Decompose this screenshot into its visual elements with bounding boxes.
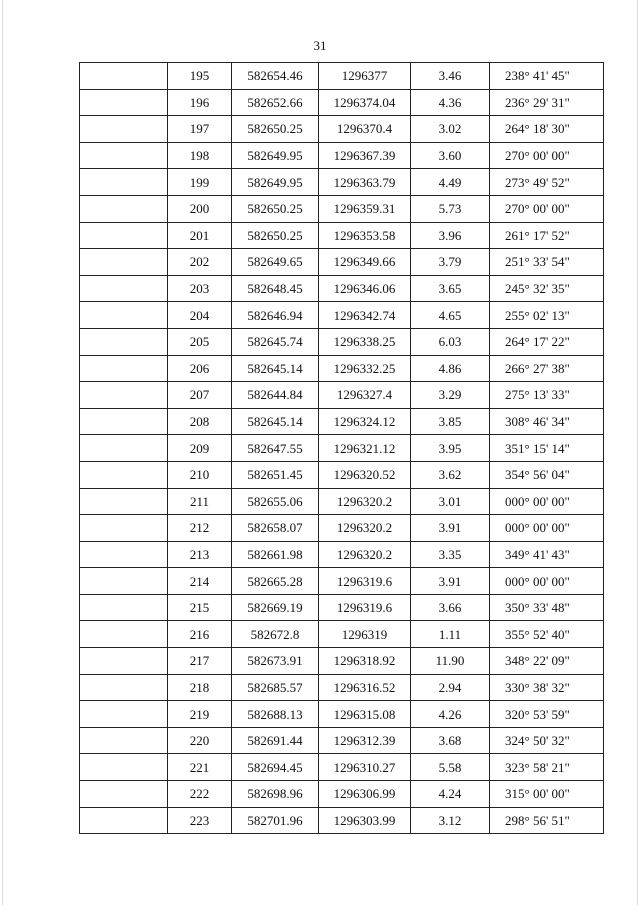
y-coordinate-cell: 1296377 [319,63,411,90]
x-coordinate-cell: 582665.28 [232,568,319,595]
point-number-cell: 207 [168,382,232,409]
y-coordinate-cell: 1296342.74 [319,302,411,329]
row-label-cell [80,648,168,675]
distance-cell: 3.60 [411,142,490,169]
y-coordinate-cell: 1296319 [319,621,411,648]
bearing-cell: 275° 13' 33" [490,382,604,409]
point-number-cell: 210 [168,461,232,488]
row-label-cell [80,781,168,808]
bearing-cell: 324° 50' 32" [490,727,604,754]
y-coordinate-cell: 1296320.2 [319,541,411,568]
table-row [80,541,604,568]
table-row [80,754,604,781]
distance-cell: 3.62 [411,461,490,488]
row-label-cell [80,408,168,435]
y-coordinate-cell: 1296310.27 [319,754,411,781]
point-number-cell: 219 [168,701,232,728]
y-coordinate-cell: 1296319.6 [319,568,411,595]
y-coordinate-cell: 1296320.2 [319,515,411,542]
bearing-cell: 000° 00' 00" [490,488,604,515]
row-label-cell [80,63,168,90]
row-label-cell [80,355,168,382]
bearing-cell: 330° 38' 32" [490,674,604,701]
x-coordinate-cell: 582698.96 [232,781,319,808]
x-coordinate-cell: 582654.46 [232,63,319,90]
y-coordinate-cell: 1296367.39 [319,142,411,169]
bearing-cell: 255° 02' 13" [490,302,604,329]
page-number: 31 [313,38,327,53]
bearing-cell: 351° 15' 14" [490,435,604,462]
table-row [80,142,604,169]
y-coordinate-cell: 1296349.66 [319,249,411,276]
table-row [80,89,604,116]
table-row [80,275,604,302]
row-label-cell [80,275,168,302]
table-row [80,169,604,196]
distance-cell: 1.11 [411,621,490,648]
x-coordinate-cell: 582650.25 [232,116,319,143]
y-coordinate-cell: 1296320.52 [319,461,411,488]
distance-cell: 6.03 [411,328,490,355]
row-label-cell [80,461,168,488]
x-coordinate-cell: 582645.14 [232,408,319,435]
y-coordinate-cell: 1296316.52 [319,674,411,701]
point-number-cell: 212 [168,515,232,542]
x-coordinate-cell: 582669.19 [232,594,319,621]
point-number-cell: 208 [168,408,232,435]
point-number-cell: 199 [168,169,232,196]
point-number-cell: 203 [168,275,232,302]
distance-cell: 3.01 [411,488,490,515]
row-label-cell [80,515,168,542]
x-coordinate-cell: 582691.44 [232,727,319,754]
point-number-cell: 200 [168,195,232,222]
x-coordinate-cell: 582646.94 [232,302,319,329]
table-row [80,382,604,409]
row-label-cell [80,621,168,648]
y-coordinate-cell: 1296319.6 [319,594,411,621]
point-number-cell: 197 [168,116,232,143]
y-coordinate-cell: 1296346.06 [319,275,411,302]
coordinates-table-body [80,63,604,834]
distance-cell: 5.73 [411,195,490,222]
point-number-cell: 213 [168,541,232,568]
row-label-cell [80,382,168,409]
row-label-cell [80,116,168,143]
row-label-cell [80,701,168,728]
distance-cell: 3.91 [411,515,490,542]
x-coordinate-cell: 582650.25 [232,222,319,249]
x-coordinate-cell: 582644.84 [232,382,319,409]
distance-cell: 3.35 [411,541,490,568]
table-row [80,116,604,143]
distance-cell: 3.85 [411,408,490,435]
bearing-cell: 264° 17' 22" [490,328,604,355]
point-number-cell: 223 [168,807,232,834]
table-row [80,594,604,621]
bearing-cell: 251° 33' 54" [490,249,604,276]
row-label-cell [80,222,168,249]
x-coordinate-cell: 582650.25 [232,195,319,222]
distance-cell: 4.49 [411,169,490,196]
point-number-cell: 216 [168,621,232,648]
row-label-cell [80,89,168,116]
x-coordinate-cell: 582661.98 [232,541,319,568]
bearing-cell: 354° 56' 04" [490,461,604,488]
bearing-cell: 270° 00' 00" [490,195,604,222]
distance-cell: 4.86 [411,355,490,382]
distance-cell: 5.58 [411,754,490,781]
point-number-cell: 201 [168,222,232,249]
table-row [80,701,604,728]
row-label-cell [80,727,168,754]
x-coordinate-cell: 582658.07 [232,515,319,542]
row-label-cell [80,249,168,276]
point-number-cell: 196 [168,89,232,116]
table-row [80,435,604,462]
x-coordinate-cell: 582649.65 [232,249,319,276]
table-row [80,302,604,329]
bearing-cell: 298° 56' 51" [490,807,604,834]
point-number-cell: 205 [168,328,232,355]
point-number-cell: 222 [168,781,232,808]
y-coordinate-cell: 1296374.04 [319,89,411,116]
table-row [80,568,604,595]
bearing-cell: 236° 29' 31" [490,89,604,116]
scan-edge-left [2,0,3,905]
table-row [80,195,604,222]
table-row [80,222,604,249]
row-label-cell [80,754,168,781]
bearing-cell: 348° 22' 09" [490,648,604,675]
x-coordinate-cell: 582672.8 [232,621,319,648]
point-number-cell: 202 [168,249,232,276]
y-coordinate-cell: 1296312.39 [319,727,411,754]
y-coordinate-cell: 1296324.12 [319,408,411,435]
y-coordinate-cell: 1296359.31 [319,195,411,222]
y-coordinate-cell: 1296363.79 [319,169,411,196]
bearing-cell: 261° 17' 52" [490,222,604,249]
distance-cell: 3.65 [411,275,490,302]
point-number-cell: 206 [168,355,232,382]
distance-cell: 3.46 [411,63,490,90]
distance-cell: 2.94 [411,674,490,701]
row-label-cell [80,142,168,169]
row-label-cell [80,594,168,621]
distance-cell: 3.96 [411,222,490,249]
bearing-cell: 000° 00' 00" [490,568,604,595]
x-coordinate-cell: 582688.13 [232,701,319,728]
table-row [80,621,604,648]
row-label-cell [80,488,168,515]
point-number-cell: 221 [168,754,232,781]
y-coordinate-cell: 1296332.25 [319,355,411,382]
y-coordinate-cell: 1296321.12 [319,435,411,462]
point-number-cell: 209 [168,435,232,462]
distance-cell: 4.36 [411,89,490,116]
bearing-cell: 238° 41' 45" [490,63,604,90]
y-coordinate-cell: 1296315.08 [319,701,411,728]
y-coordinate-cell: 1296306.99 [319,781,411,808]
bearing-cell: 315° 00' 00" [490,781,604,808]
row-label-cell [80,195,168,222]
point-number-cell: 204 [168,302,232,329]
x-coordinate-cell: 582673.91 [232,648,319,675]
bearing-cell: 308° 46' 34" [490,408,604,435]
table-row [80,328,604,355]
table-row [80,408,604,435]
x-coordinate-cell: 582685.57 [232,674,319,701]
bearing-cell: 000° 00' 00" [490,515,604,542]
bearing-cell: 264° 18' 30" [490,116,604,143]
table-row [80,515,604,542]
coordinates-table [79,62,604,834]
bearing-cell: 270° 00' 00" [490,142,604,169]
row-label-cell [80,541,168,568]
point-number-cell: 217 [168,648,232,675]
x-coordinate-cell: 582652.66 [232,89,319,116]
bearing-cell: 323° 58' 21" [490,754,604,781]
bearing-cell: 355° 52' 40" [490,621,604,648]
point-number-cell: 198 [168,142,232,169]
distance-cell: 3.95 [411,435,490,462]
distance-cell: 11.90 [411,648,490,675]
row-label-cell [80,568,168,595]
distance-cell: 3.68 [411,727,490,754]
y-coordinate-cell: 1296303.99 [319,807,411,834]
bearing-cell: 245° 32' 35" [490,275,604,302]
row-label-cell [80,328,168,355]
x-coordinate-cell: 582694.45 [232,754,319,781]
bearing-cell: 350° 33' 48" [490,594,604,621]
y-coordinate-cell: 1296327.4 [319,382,411,409]
bearing-cell: 349° 41' 43" [490,541,604,568]
x-coordinate-cell: 582701.96 [232,807,319,834]
table-row [80,488,604,515]
distance-cell: 3.66 [411,594,490,621]
row-label-cell [80,435,168,462]
point-number-cell: 211 [168,488,232,515]
table-row [80,674,604,701]
x-coordinate-cell: 582648.45 [232,275,319,302]
y-coordinate-cell: 1296370.4 [319,116,411,143]
distance-cell: 4.24 [411,781,490,808]
table-row [80,249,604,276]
bearing-cell: 266° 27' 38" [490,355,604,382]
distance-cell: 3.02 [411,116,490,143]
row-label-cell [80,674,168,701]
distance-cell: 3.79 [411,249,490,276]
x-coordinate-cell: 582655.06 [232,488,319,515]
x-coordinate-cell: 582645.74 [232,328,319,355]
bearing-cell: 273° 49' 52" [490,169,604,196]
point-number-cell: 215 [168,594,232,621]
x-coordinate-cell: 582649.95 [232,142,319,169]
point-number-cell: 195 [168,63,232,90]
bearing-cell: 320° 53' 59" [490,701,604,728]
table-row [80,781,604,808]
x-coordinate-cell: 582647.55 [232,435,319,462]
distance-cell: 4.26 [411,701,490,728]
y-coordinate-cell: 1296320.2 [319,488,411,515]
distance-cell: 3.12 [411,807,490,834]
distance-cell: 4.65 [411,302,490,329]
table-row [80,648,604,675]
x-coordinate-cell: 582651.45 [232,461,319,488]
y-coordinate-cell: 1296318.92 [319,648,411,675]
distance-cell: 3.29 [411,382,490,409]
y-coordinate-cell: 1296353.58 [319,222,411,249]
table-row [80,461,604,488]
x-coordinate-cell: 582645.14 [232,355,319,382]
table-row [80,63,604,90]
point-number-cell: 218 [168,674,232,701]
point-number-cell: 220 [168,727,232,754]
table-row [80,807,604,834]
table-row [80,727,604,754]
distance-cell: 3.91 [411,568,490,595]
scan-edge-right [637,0,638,905]
row-label-cell [80,302,168,329]
x-coordinate-cell: 582649.95 [232,169,319,196]
table-row [80,355,604,382]
point-number-cell: 214 [168,568,232,595]
row-label-cell [80,807,168,834]
y-coordinate-cell: 1296338.25 [319,328,411,355]
row-label-cell [80,169,168,196]
